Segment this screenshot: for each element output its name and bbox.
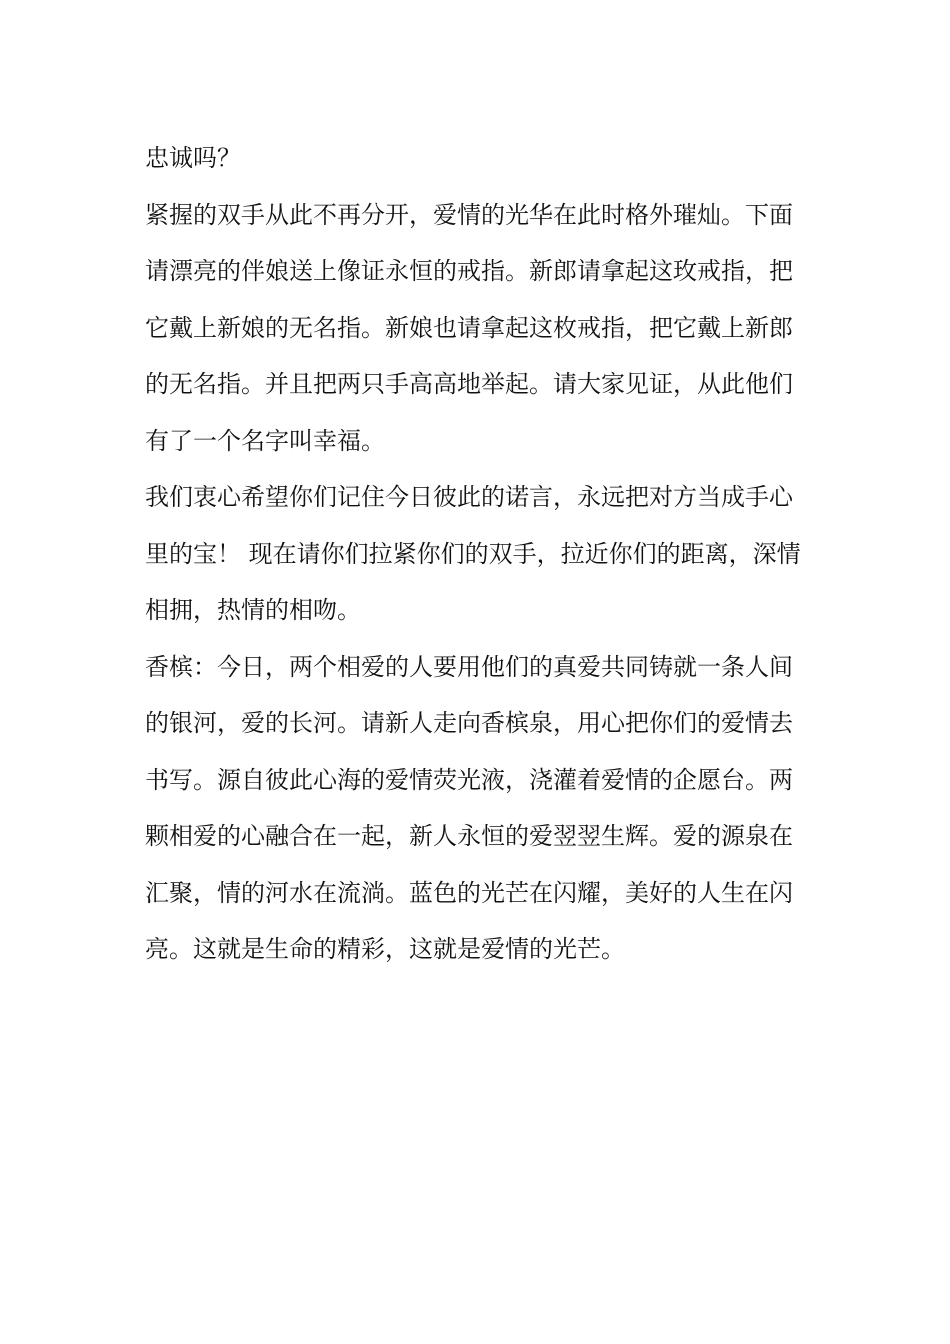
- text-line: 它戴上新娘的无名指。新娘也请拿起这枚戒指，把它戴上新郎: [145, 313, 793, 342]
- text-line: 香槟：今日，两个相爱的人要用他们的真爱共同铸就一条人间: [145, 652, 793, 681]
- text-line: 请漂亮的伴娘送上像证永恒的戒指。新郎请拿起这玫戒指，把: [145, 257, 793, 285]
- text-line: 颗相爱的心融合在一起，新人永恒的爱翌翌生辉。爱的源泉在: [145, 822, 793, 850]
- text-line: 紧握的双手从此不再分开，爱情的光华在此时格外璀灿。下面: [145, 200, 793, 229]
- text-line: 书写。源自彼此心海的爱情荧光液，浇灌着爱情的企愿台。两: [145, 765, 793, 794]
- text-line: 的无名指。并且把两只手高高地举起。请大家见证，从此他们: [145, 370, 793, 398]
- text-line: 忠诚吗？: [145, 144, 241, 172]
- body-text: [145, 130, 810, 978]
- text-line: 汇聚，情的河水在流淌。蓝色的光芒在闪耀，美好的人生在闪: [145, 878, 793, 907]
- text-line: 里的宝！ 现在请你们拉紧你们的双手，拉近你们的距离，深情: [145, 539, 801, 568]
- text-line: 我们衷心希望你们记住今日彼此的诺言，永远把对方当成手心: [145, 483, 793, 511]
- text-line: 的银河，爱的长河。请新人走向香槟泉，用心把你们的爱情去: [145, 709, 793, 737]
- text-line: 有了一个名字叫幸福。: [145, 426, 385, 455]
- text-line: 相拥，热情的相吻。: [145, 596, 361, 624]
- text-line: 亮。这就是生命的精彩，这就是爱情的光芒。: [145, 935, 625, 963]
